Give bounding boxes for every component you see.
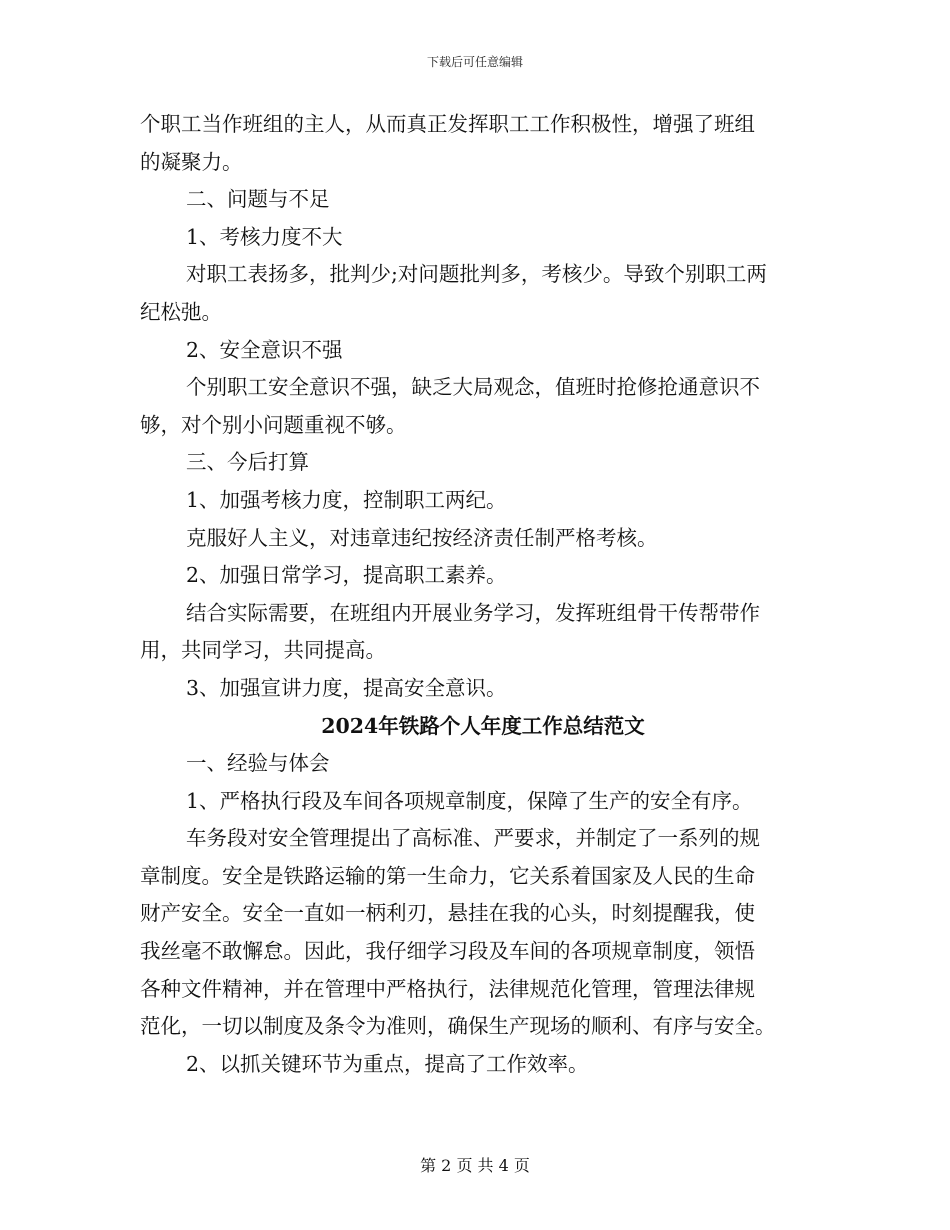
document-body [140, 106, 804, 1083]
page-number: 第 2 页 共 4 页 [420, 1156, 530, 1175]
section-heading: 三、今后打算 [186, 450, 309, 475]
body-line: 用，共同学习，共同提高。 [140, 638, 386, 663]
article-title: 2024年铁路个人年度工作总结范文 [321, 713, 645, 738]
subsection-heading: 3、加强宣讲力度，提高安全意识。 [186, 675, 507, 700]
section-heading: 一、经验与体会 [186, 751, 330, 776]
body-line: 个别职工安全意识不强，缺乏大局观念，值班时抢修抢通意识不 [186, 375, 760, 400]
subsection-heading: 1、严格执行段及车间各项规章制度，保障了生产的安全有序。 [186, 788, 753, 813]
section-heading: 二、问题与不足 [186, 187, 330, 212]
subsection-heading: 2、安全意识不强 [186, 337, 343, 362]
body-line: 财产安全。安全一直如一柄利刃，悬挂在我的心头，时刻提醒我，使 [140, 901, 755, 926]
subsection-heading: 1、加强考核力度，控制职工两纪。 [186, 487, 507, 512]
body-line: 范化，一切以制度及条令为准则，确保生产现场的顺利、有序与安全。 [140, 1014, 776, 1039]
body-line: 纪松弛。 [140, 299, 222, 324]
body-line: 对职工表扬多，批判少;对问题批判多，考核少。导致个别职工两 [186, 262, 767, 287]
body-line: 各种文件精神，并在管理中严格执行，法律规范化管理，管理法律规 [140, 976, 755, 1001]
subsection-heading: 1、考核力度不大 [186, 224, 343, 249]
subsection-heading: 2、以抓关键环节为重点，提高了工作效率。 [186, 1051, 589, 1076]
body-line: 结合实际需要，在班组内开展业务学习，发挥班组骨干传帮带作 [186, 600, 760, 625]
page-header-note: 下载后可任意编辑 [426, 55, 523, 69]
body-line: 的凝聚力。 [140, 149, 243, 174]
body-line: 个职工当作班组的主人，从而真正发挥职工工作积极性，增强了班组 [140, 112, 755, 136]
body-line: 车务段对安全管理提出了高标准、严要求，并制定了一系列的规 [186, 826, 760, 851]
subsection-heading: 2、加强日常学习，提高职工素养。 [186, 563, 507, 588]
body-line: 克服好人主义，对违章违纪按经济责任制严格考核。 [186, 525, 658, 550]
body-line: 章制度。安全是铁路运输的第一生命力，它关系着国家及人民的生命 [140, 863, 755, 888]
body-line: 够，对个别小问题重视不够。 [140, 412, 407, 437]
body-line: 我丝毫不敢懈怠。因此，我仔细学习段及车间的各项规章制度，领悟 [140, 939, 755, 964]
